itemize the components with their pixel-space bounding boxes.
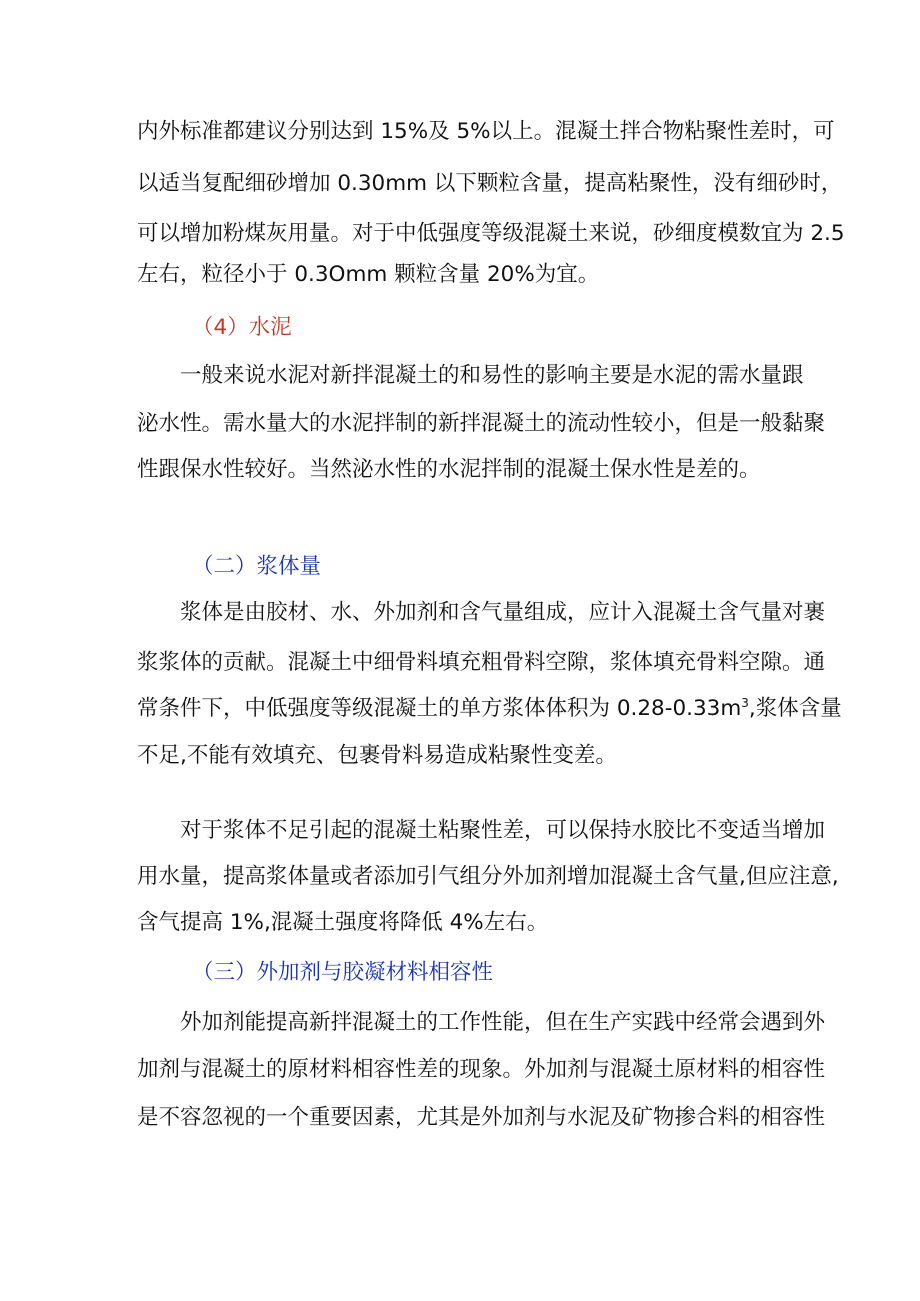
paragraph-line: 是不容忽视的一个重要因素，尤其是外加剂与水泥及矿物掺合料的相容性: [137, 1105, 826, 1130]
paragraph-line: 对于浆体不足引起的混凝土粘聚性差，可以保持水胶比不变适当增加: [180, 818, 826, 843]
paragraph-line: 含气提高 1%,混凝土强度将降低 4%左右。: [137, 910, 549, 935]
paragraph-line: 加剂与混凝土的原材料相容性差的现象。外加剂与混凝土原材料的相容性: [137, 1057, 826, 1082]
section-heading-cement: （4）水泥: [192, 315, 292, 340]
paragraph-line: 左右，粒径小于 0.3Omm 颗粒含量 20%为宜。: [137, 262, 600, 287]
paragraph-line: 一般来说水泥对新拌混凝土的和易性的影响主要是水泥的需水量跟: [180, 363, 804, 388]
paragraph-line: 泌水性。需水量大的水泥拌制的新拌混凝土的流动性较小，但是一般黏聚: [137, 411, 826, 436]
line-text: 常条件下，中低强度等级混凝土的单方浆体体积为 0.28-0.33m: [137, 696, 742, 721]
paragraph-line: 不足,不能有效填充、包裹骨料易造成粘聚性变差。: [137, 743, 617, 768]
section-heading-admixture-compatibility: （三）外加剂与胶凝材料相容性: [192, 960, 494, 985]
paragraph-line: 内外标准都建议分别达到 15%及 5%以上。混凝土拌合物粘聚性差时，可: [137, 119, 835, 144]
line-text: ,浆体含量: [748, 696, 842, 721]
paragraph-line: 可以增加粉煤灰用量。对于中低强度等级混凝土来说，砂细度模数宜为 2.5: [137, 221, 845, 246]
paragraph-line: 浆体是由胶材、水、外加剂和含气量组成，应计入混凝土含气量对裹: [180, 600, 826, 625]
paragraph-line: [137, 694, 842, 724]
paragraph-line: 以适当复配细砂增加 0.30mm 以下颗粒含量，提高粘聚性，没有细砂时，: [137, 171, 843, 196]
paragraph-line: 浆浆体的贡献。混凝土中细骨料填充粗骨料空隙，浆体填充骨料空隙。通: [137, 650, 826, 675]
superscript: 3: [741, 695, 749, 710]
paragraph-line: 性跟保水性较好。当然泌水性的水泥拌制的混凝土保水性是差的。: [137, 457, 761, 482]
section-heading-paste-volume: （二）浆体量: [192, 554, 322, 579]
paragraph-line: 用水量，提高浆体量或者添加引气组分外加剂增加混凝土含气量,但应注意,: [137, 864, 839, 889]
paragraph-line: 外加剂能提高新拌混凝土的工作性能，但在生产实践中经常会遇到外: [180, 1010, 826, 1035]
